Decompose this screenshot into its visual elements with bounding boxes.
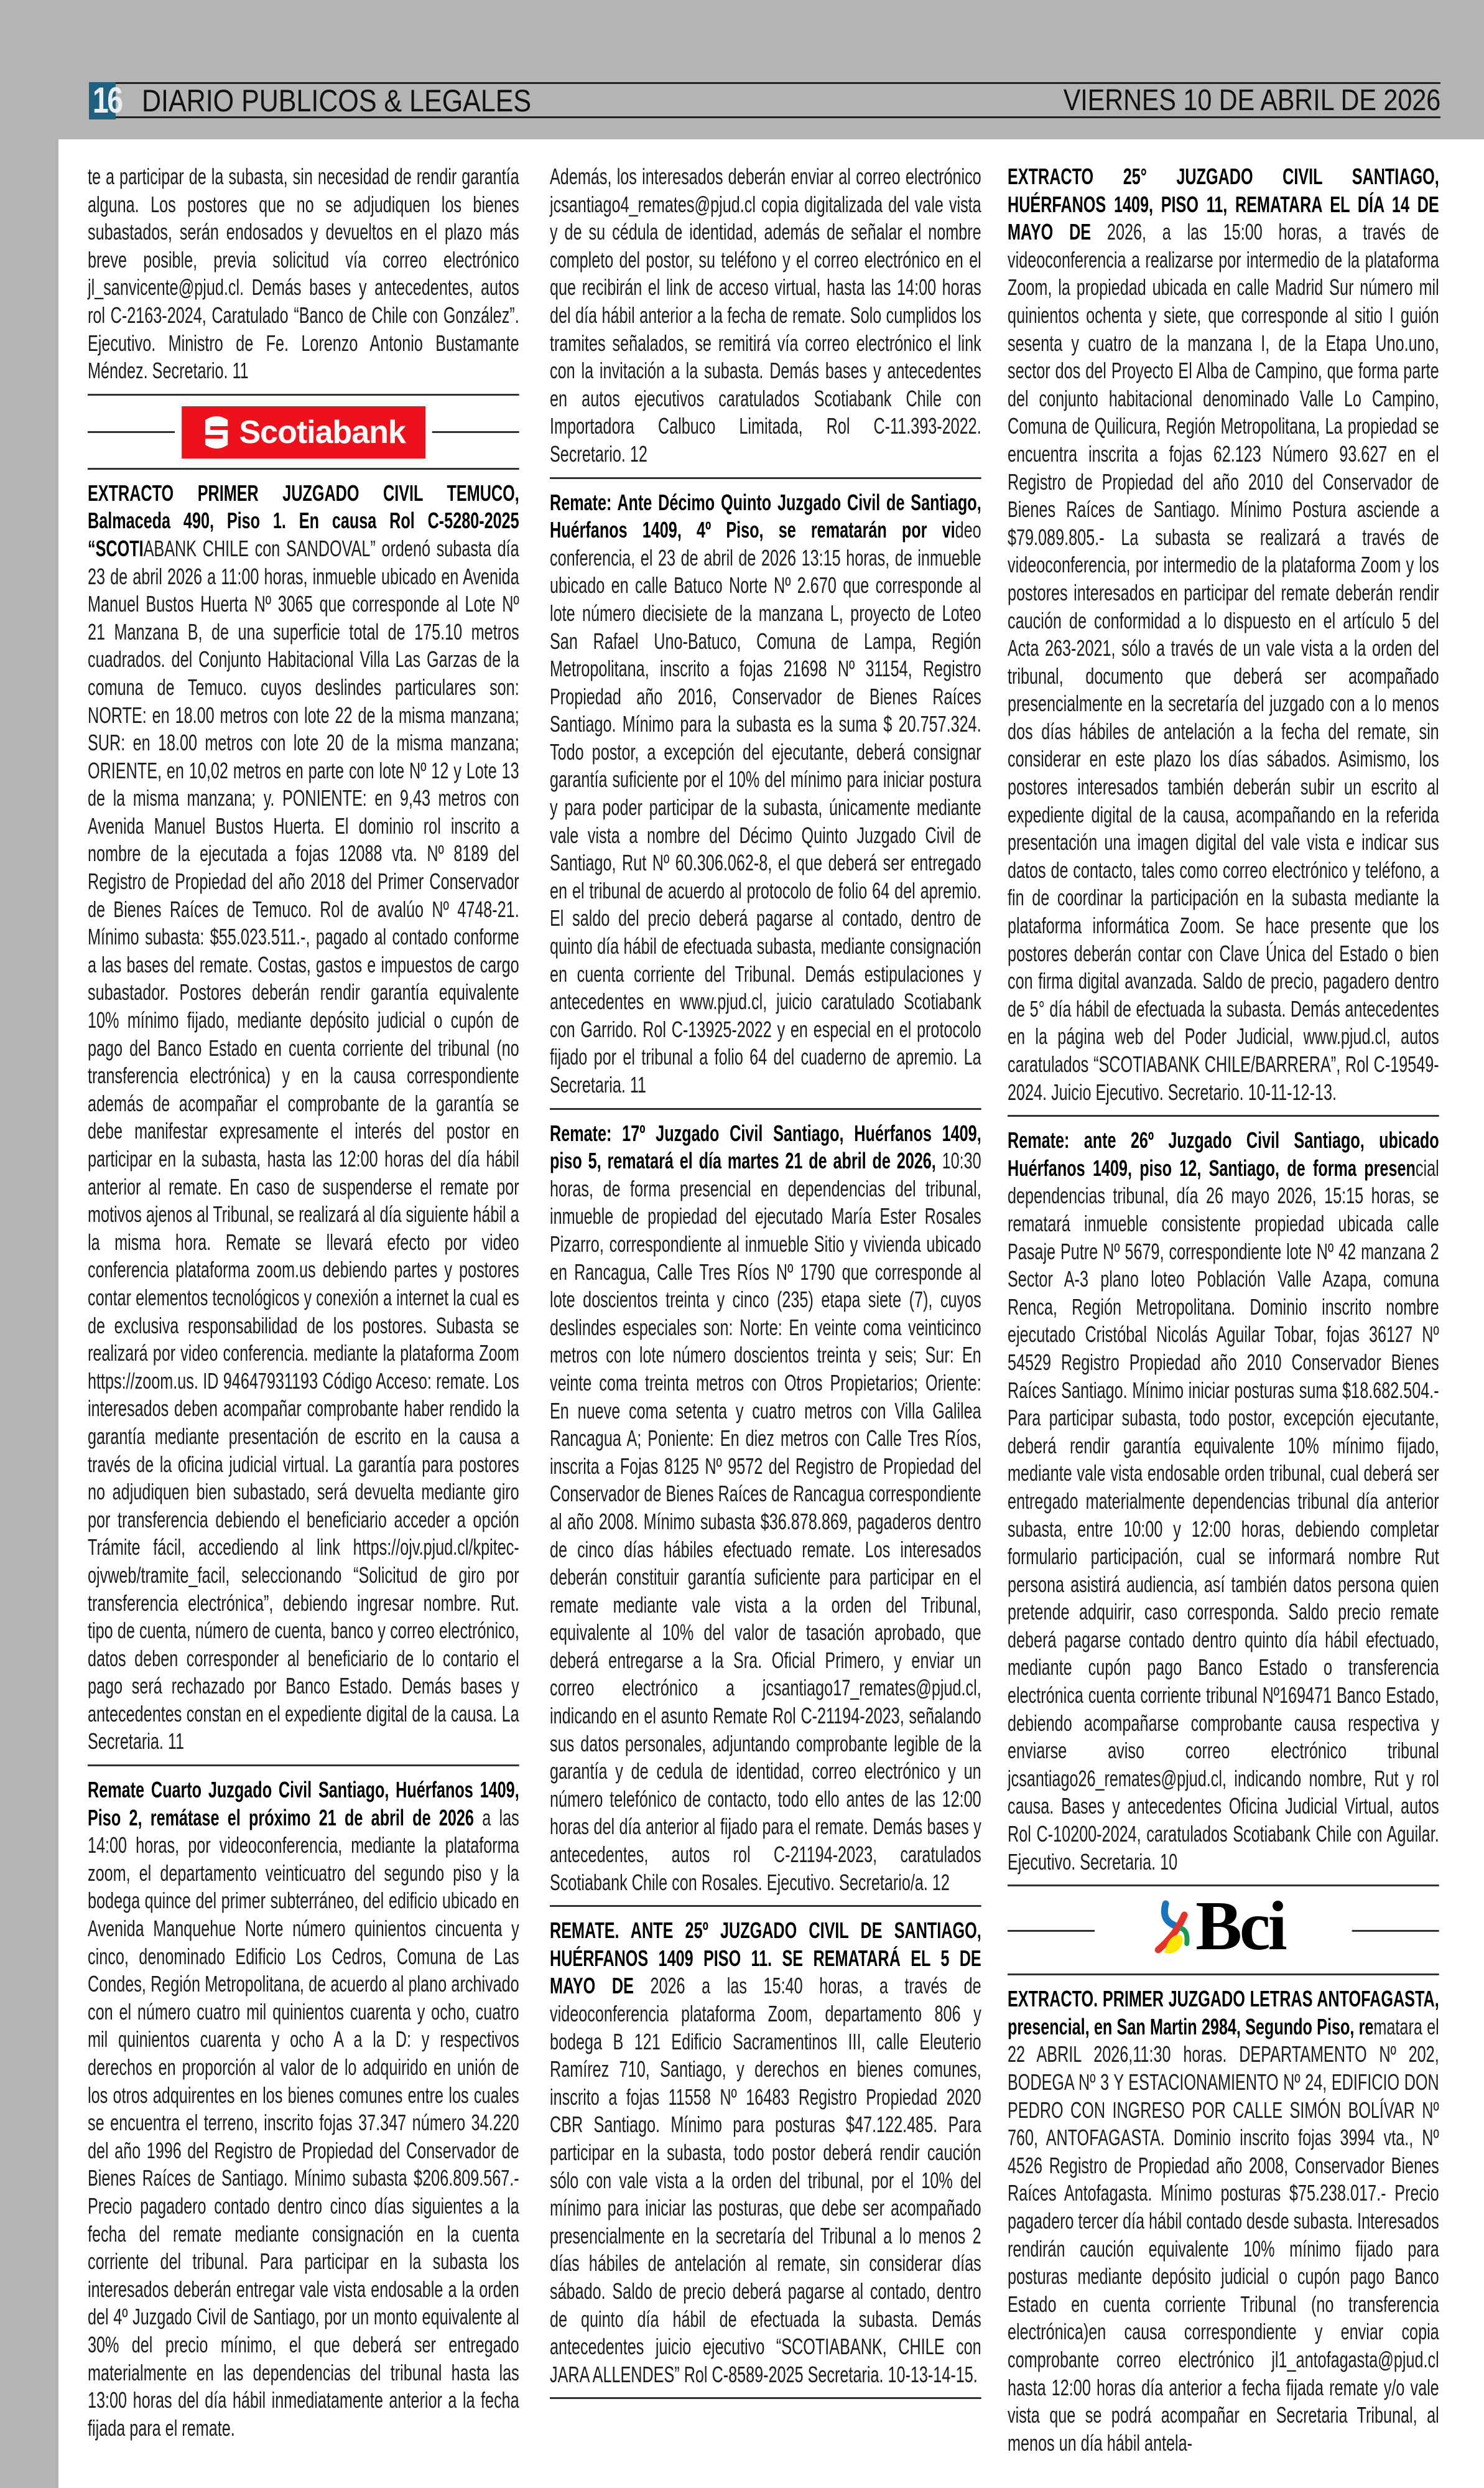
bci-banner [1008,1888,1439,1965]
legal-notice [550,1120,981,1897]
notice-heading: Remate: 17º Juzgado Civil Santiago, Huérfanos 1409, piso 5, rematará el día martes 21 de abril de 2026, [550,1120,981,1174]
notice-text: ABANK CHILE con SANDOVAL” ordenó subasta día 23 de abril 2026 a 11:00 horas, inmueble ubicado en Avenida Manuel Bustos Huerta Nº 3065 que corresponde al Lote Nº 21 Manzana B, de una superficie total de 175.10 metros cuadrados. del Conjunto Habitacional Villa Las Garzas de la comuna de Temuco. cuyos deslindes particulares son: NORTE: en 18.00 metros con lote 22 de la misma manzana; SUR: en 18.00 metros con lote 20 de la misma manzana; ORIENTE, en 10,02 metros en parte con lote Nº 12 y Lote 13 de la misma manzana; y. PONIENTE: en 9,43 metros con Avenida Manuel Bustos Huerta. El dominio rol inscrito a nombre de la ejecutada a fojas 12088 vta. Nº 8189 del Registro de Propiedad del año 2018 del Primer Conservador de Bienes Raíces de Temuco. Rol de avalúo Nº 4748-21. Mínimo subasta: $55.023.511.-, pagado al contado conforme a las bases del remate. Costas, gastos e impuestos de cargo subastador. Postores deberán rendir garantía equivalente 10% mínimo fijado, mediante depósito judicial o cupón de pago del Banco Estado en cuenta corriente del tribunal (no transferencia electrónica) y en la causa correspondiente además de acompañar el comprobante de la garantía se debe manifestar expresamente el interés del postor en participar en la subasta, hasta las 12:00 horas del día hábil anterior al remate. En caso de suspenderse el remate por motivos ajenos al Tribunal, se realizará al día siguiente hábil a la misma hora. Remate se llevará efecto por video conferencia plataforma zoom.us debiendo partes y postores contar elementos tecnológicos y conexión a internet la cual es de exclusiva responsabilidad de los postores. Subasta se realizará por video conferencia. mediante la plataforma Zoom https://zoom.us. ID 94647931193 Código Acceso: remate. Los interesados deben acompañar comprobante haber rendido la garantía mediante presentación de escrito en la causa a través de la oficina judicial virtual. La garantía para postores no adjudiquen bien subastado, será devuelta mediante giro por transferencia debiendo el beneficiario acceder a opción Trámite fácil, accediendo al link https://ojv.pjud.cl/kpitec-ojvweb/tramite_facil, seleccionando “Solicitud de giro por transferencia electrónica”, debiendo ingresar nombre. Rut. tipo de cuenta, número de cuenta, banco y correo electrónico, datos deben corresponder al beneficiario de lo contario el pago será rechazado por Banco Estado. Demás bases y antecedentes constan en el expediente digital de la causa. La Secretaria. 11 [88,535,519,1754]
scotiabank-banner [88,406,519,459]
divider [88,1764,519,1766]
page-number [89,80,122,121]
column-2 [550,163,981,2409]
legal-notice [1008,1127,1439,1876]
columns [58,163,1484,2457]
notice-continuation [550,163,981,468]
legal-notice [550,1917,981,2388]
bci-wordmark: Bci [1195,1888,1285,1965]
scotiabank-wordmark: Scotiabank [239,414,406,450]
notice-text: a las 14:00 horas, por videoconferencia, mediante la plataforma zoom, el departamento veinticuatro del segundo piso y la bodega quince del primer subterráneo, del edificio ubicado en Avenida Manquehue Norte número quinientos cincuenta y cinco, denominado Edificio Los Cedros, Comuna de Las Condes, Región Metropolitana, de acuerdo al plano archivado con el número cuatro mil quinientos cuarenta y ocho, cuatro mil quinientos cuarenta y ocho A a la D: y respectivos derechos en proporción al valor de lo adquirido en unión de los otros adquirentes en los bienes comunes entre los cuales se encuentra el terreno, inscrito fojas 37.347 número 34.220 del año 1996 del Registro de Propiedad del Conservador de Bienes Raíces de Santiago. Mínimo subasta $206.809.567.- Precio pagadero contado dentro cinco días siguientes a la fecha del remate mediante consignación en la cuenta corriente del tribunal. Para participar en la subasta los interesados deberán entregar vale vista endosable a la orden del 4º Juzgado Civil de Santiago, por un monto equivalente al 30% del precio mínimo, el que deberá ser entregado materialmente en las dependencias del tribunal hasta las 13:00 horas del día hábil inmediatamente anterior a la fecha fijada para el remate. [88,1804,519,2441]
notice-heading: EXTRACTO PRIMER JUZGADO CIVIL TEMUCO, Balmaceda 490, Piso 1. En causa Rol C-5280-2025 “SCOTI [88,480,519,561]
notice-text: cial dependencias tribunal, día 26 mayo 2026, 15:15 horas, se rematará inmueble consistente propiedad ubicada calle Pasaje Putre Nº 5679, correspondiente lote Nº 42 manzana 2 Sector A-3 plano loteo Población Valle Azapa, comuna Renca, Región Metropolitana. Dominio inscrito nombre ejecutado Cristóbal Nicolás Aguilar Tobar, fojas 36127 Nº 54529 Registro Propiedad año 2010 Conservador Bienes Raíces Santiago. Mínimo iniciar posturas suma $18.682.504.- Para participar subasta, todo postor, excepción ejecutante, deberá rendir garantía equivalente 10% mínimo fijado, mediante vale vista endosable orden tribunal, cual deberá ser entregado materialmente dependencias tribunal día anterior subasta, entre 10:00 y 12:00 horas, debiendo completar formulario participación, cual se informará nombre Rut persona asistirá audiencia, así también datos persona quien pretende adquirir, caso corresponda. Saldo precio remate deberá pagarse contado dentro quinto día hábil efectuado, mediante cupón pago Banco Estado o transferencia electrónica cuenta corriente tribunal Nº169471 Banco Estado, debiendo acompañarse comprobante causa respectiva y enviarse aviso correo electrónico tribunal jcsantiago26_remates@pjud.cl, indicando nombre, Rut y rol causa. Bases y antecedentes Oficina Judicial Virtual, autos Rol C-10200-2024, caratulados Scotiabank Chile con Aguilar. Ejecutivo. Secretaria. 10 [1008,1155,1439,1875]
issue-date: VIERNES 10 DE ABRIL DE 2026 [1063,84,1440,117]
notice-continuation [88,163,519,385]
legal-notice [1008,1985,1439,2457]
logo-side-rule [88,431,175,433]
notice-heading: Remate: ante 26º Juzgado Civil Santiago, ubicado Huérfanos 1409, piso 12, Santiago, de forma presen [1008,1127,1439,1181]
notice-text: te a participar de la subasta, sin necesidad de rendir garantía alguna. Los postores que no se adjudiquen los bienes subastados, serán endosados y devueltos en el plazo más breve posible, previa solicitud vía correo electrónico jl_sanvicente@pjud.cl. Demás bases y antecedentes, autos rol C-2163-2024, Caratulado “Banco de Chile con González”. Ejecutivo. Ministro de Fe. Lorenzo Antonio Bustamante Méndez. Secretario. 11 [88,164,519,384]
notice-text: 2026 a las 15:40 horas, a través de videoconferencia plataforma Zoom, departamento 806 y bodega B 121 Edificio Sacramentinos III, calle Eleuterio Ramírez 710, Santiago, y derechos en bienes comunes, inscrito a fojas 11558 Nº 16483 Registro Propiedad 2020 CBR Santiago. Mínimo para posturas $47.122.485. Para participar en la subasta, todo postor deberá rendir caución sólo con vale vista a la orden del tribunal, por el 10% del mínimo para iniciar las posturas, que debe ser acompañado presencialmente en la secretaría del Tribunal a lo menos 2 días hábiles de antelación al remate, sin considerar días sábado. Saldo de precio deberá pagarse al contado, dentro de quinto día hábil de efectuada la subasta. Demás antecedentes juicio ejecutivo “SCOTIABANK, CHILE con JARA ALLENDES” Rol C-8589-2025 Secretaria. 10-13-14-15. [550,1973,981,2387]
divider [1008,1115,1439,1117]
logo-side-rule [1008,1930,1095,1932]
divider [550,1905,981,1907]
scotiabank-logo [182,406,425,459]
section-title: DIARIO PUBLICOS & LEGALES [142,83,532,118]
legal-notice [550,489,981,1099]
divider [88,394,519,396]
legal-notice [88,480,519,1756]
logo-side-rule [432,431,519,433]
notice-text: deo conferencia, el 23 de abril de 2026 13:15 horas, de inmueble ubicado en calle Batuco Norte Nº 2.670 que corresponde al lote número diecisiete de la manzana L, proyecto de Loteo San Rafael Uno-Batuco, Comuna de Lampa, Región Metropolitana, inscrito a fojas 21698 Nº 31154, Registro Propiedad año 2016, Conservador de Bienes Raíces Santiago. Mínimo para la subasta es la suma $ 20.757.324. Todo postor, a excepción del ejecutante, deberá consignar garantía suficiente por el 10% del mínimo para iniciar postura y para poder participar de la subasta, únicamente mediante vale vista a nombre del Décimo Quinto Juzgado Civil de Santiago, Rut Nº 60.306.062-8, el que deberá ser entregado en el tribunal de acuerdo al protocolo de folio 64 del apremio. El saldo del precio deberá pagarse al contado, dentro de quinto día hábil de efectuada subasta, mediante consignación en cuenta corriente del Tribunal. Demás estipulaciones y antecedentes en www.pjud.cl, juicio caratulado Scotiabank con Garrido. Rol C-13925-2022 y en especial en el protocolo fijado por el tribunal a folio 64 del cuaderno de apremio. La Secretaria. 11 [550,517,981,1097]
divider [550,2397,981,2399]
newspaper-page [58,139,1484,2488]
legal-notice [1008,163,1439,1106]
divider [550,477,981,479]
divider [1008,1885,1439,1886]
notice-heading: Remate: Ante Décimo Quinto Juzgado Civil de Santiago, Huérfanos 1409, 4º Piso, se rematarán por vi [550,489,981,543]
notice-heading: Remate Cuarto Juzgado Civil Santiago, Huérfanos 1409, Piso 2, remátase el próximo 21 de abril de 2026 [88,1777,519,1830]
divider [1008,1973,1439,1975]
notice-text: 10:30 horas, de forma presencial en dependencias del tribunal, inmueble de propiedad del ejecutado María Ester Rosales Pizarro, correspondiente al inmueble Sitio y vivienda ubicado en Rancagua, Calle Tres Ríos Nº 1790 que corresponde al lote doscientos treinta y cinco (235) etapa siete (7), cuyos deslindes especiales son: Norte: En veinte coma veinticinco metros con lote número doscientos treinta y seis; Sur: En veinte coma treinta metros con Otros Propietarios; Oriente: En nueve coma setenta y cuatro metros con Villa Galilea Rancagua A; Poniente: En diez metros con Calle Tres Ríos, inscrita a Fojas 8125 Nº 9572 del Registro de Propiedad del Conservador de Bienes Raíces de Rancagua correspondiente al año 2008. Mínimo subasta $36.878.869, pagaderos dentro de cinco días hábiles efectuado remate. Los interesados deberán constituir garantía suficiente para participar en el remate mediante vale vista a la orden del Tribunal, equivalente al 10% del valor de tasación aprobado, que deberá entregarse a la Sra. Oficial Primero, y enviar un correo electrónico a jcsantiago17_remates@pjud.cl, indicando en el asunto Remate Rol C-21194-2023, señalando sus datos personales, adjuntando comprobante legible de la garantía y de cedula de identidad, correo electrónico y un número telefónico de contacto, todo ello antes de las 12:00 horas del día anterior al fijado para el remate. Demás bases y antecedentes, autos rol C-21194-2023, caratulados Scotiabank Chile con Rosales. Ejecutivo. Secretario/a. 12 [550,1148,981,1895]
divider [88,468,519,470]
notice-heading: EXTRACTO 25° JUZGADO CIVIL SANTIAGO, HUÉRFANOS 1409, PISO 11, REMATARA EL DÍA 14 DE MAYO DE [1008,164,1439,245]
divider [550,1108,981,1110]
bci-logo [1152,1888,1295,1965]
notice-text: matara el 22 ABRIL 2026,11:30 horas. DEPARTAMENTO Nº 202, BODEGA Nº 3 Y ESTACIONAMIENTO Nº 24, EDIFICIO DON PEDRO CON INGRESO POR CALLE SIMÓN BOLÍVAR Nº 760, ANTOFAGASTA. Dominio inscrito fojas 3994 vta., Nº 4526 Registro de Propiedad año 2008, Conservador Bienes Raíces Antofagasta. Mínimo posturas $75.238.017.- Precio pagadero tercer día hábil contado desde subasta. Interesados rendirán caución equivalente 10% mínimo fijado para posturas mediante depósito judicial o cupón pago Banco Estado en cuenta corriente Tribunal (no transferencia electrónica)en causa correspondiente y enviar copia comprobante correo electrónico jl1_antofagasta@pjud.cl hasta 12:00 horas día anterior a fecha fijada remate y/o vale vista que se podrá acompañar en Secretaria Tribunal, al menos un día hábil antela- [1008,2013,1439,2456]
scotiabank-s-icon [202,414,231,451]
logo-side-rule [1352,1930,1439,1932]
bci-symbol-icon [1152,1896,1195,1965]
legal-notice [88,1776,519,2442]
column-3 [1008,163,1439,2457]
notice-text: 2026, a las 15:00 horas, a través de videoconferencia a realizarse por intermedio de la plataforma Zoom, la propiedad ubicada en calle Madrid Sur número mil quinientos ochenta y siete, que corresponde al sitio I guión sesenta y cuatro de la manzana I, de la Etapa Uno.uno, sector dos del Proyecto El Alba de Campino, que forma parte del conjunto habitacional denominado Valle Lo Campino, Comuna de Quilicura, Región Metropolitana, La propiedad se encuentra inscrita a fojas 62.123 Número 93.627 en el Registro de Propiedad del año 2010 del Conservador de Bienes Raíces de Santiago. Mínimo Postura asciende a $79.089.805.- La subasta se realizará a través de videoconferencia, por intermedio de la plataforma Zoom y los postores interesados en participar del remate deberán rendir caución de conformidad a lo dispuesto en el artículo 5 del Acta 263-2021, sólo a través de un vale vista a la orden del tribunal, documento que deberá ser acompañado presencialmente en la secretaría del juzgado con a lo menos dos días hábiles de antelación a la fecha del remate, sin considerar en este plazo los días sábados. Asimismo, los postores interesados también deberán subir un escrito al expediente digital de la causa, acompañando en la referida presentación una imagen digital del vale vista e indicar sus datos de contacto, tales como correo electrónico y teléfono, a fin de coordinar la participación en la subasta mediante la plataforma informática Zoom. Se hace presente que los postores deberán contar con Clave Única del Estado o bien con firma digital avanzada. Saldo de precio, pagadero dentro de 5° día hábil de efectuada la subasta. Demás antecedentes en la página web del Poder Judicial, www.pjud.cl, autos caratulados “SCOTIABANK CHILE/BARRERA”, Rol C-19549-2024. Juicio Ejecutivo. Secretario. 10-11-12-13. [1008,219,1439,1105]
notice-heading: EXTRACTO. PRIMER JUZGADO LETRAS ANTOFAGASTA, presencial, en San Martin 2984, Segundo Piso, re [1008,1986,1439,2039]
page-number-text: 16 [92,80,122,121]
notice-heading: REMATE. ANTE 25º JUZGADO CIVIL DE SANTIAGO, HUÉRFANOS 1409 PISO 11. SE REMATARÁ EL 5 DE MAYO DE [550,1917,981,1999]
column-1 [88,163,519,2442]
notice-text: Además, los interesados deberán enviar al correo electrónico jcsantiago4_remates@pjud.cl copia digitalizada del vale vista y de su cédula de identidad, además de señalar el nombre completo del postor, su teléfono y el correo electrónico en el que recibirán el link de acceso virtual, hasta las 14:00 horas del día hábil anterior a la fecha de remate. Solo cumplidos los tramites señalados, se remitirá vía correo electrónico el link con la invitación a la subasta. Demás bases y antecedentes en autos ejecutivos caratulados Scotiabank Chile con Importadora Calbuco Limitada, Rol C-11.393-2022. Secretario. 12 [550,164,981,467]
